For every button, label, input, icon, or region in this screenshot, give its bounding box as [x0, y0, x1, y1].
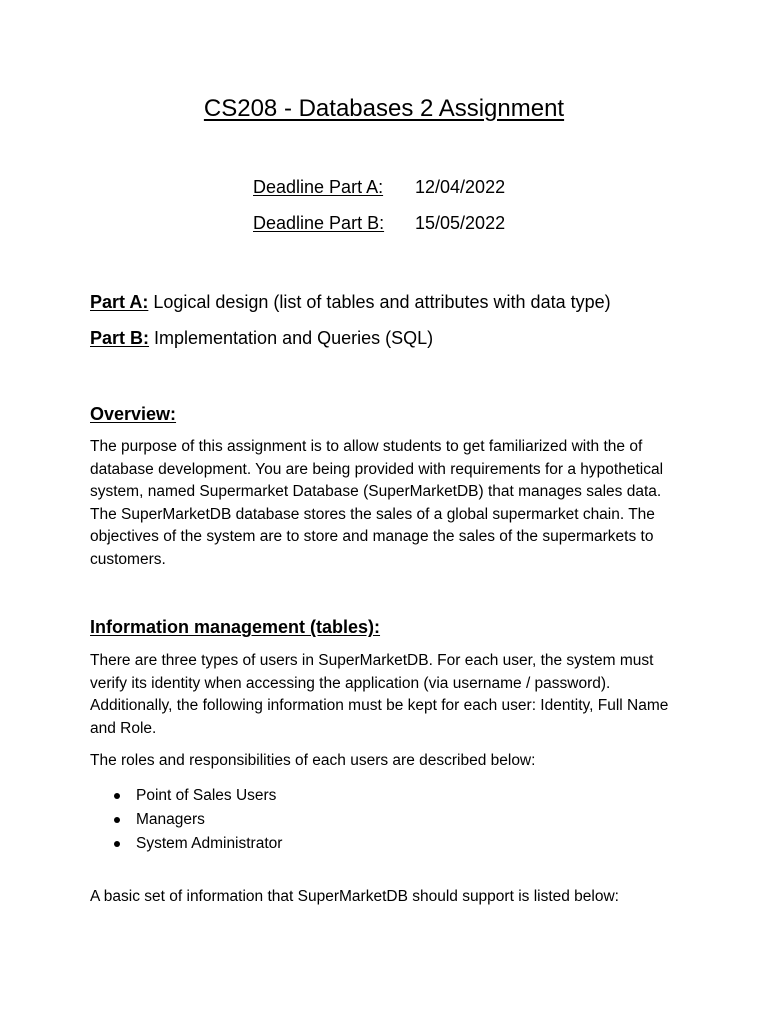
document-title: CS208 - Databases 2 Assignment: [203, 95, 565, 122]
list-item: [90, 832, 282, 856]
deadlines-block: [253, 175, 505, 247]
basic-info-paragraph: A basic set of information that SuperMarketDB should support is listed below:: [90, 888, 619, 905]
deadline-row-part-a: [253, 175, 505, 211]
deadline-date: 15/05/2022: [415, 213, 506, 233]
list-item: [90, 784, 282, 808]
part-row-b: [90, 326, 611, 362]
overview-paragraph: The purpose of this assignment is to allow students to get familiarized with the of database development. You are being provided with requirements for a hypothetical system, named Supermarket Database (SuperMarketDB) that manages sales data. The SuperMarketDB database stores the sales of a global supermarket chain. The objectives of the system are to store and manage the sales of the supermarkets to customers.: [90, 438, 664, 568]
part-label: Part A:: [90, 292, 149, 312]
part-row-a: [90, 290, 611, 326]
deadline-label: Deadline Part B:: [253, 213, 385, 233]
part-description: Implementation and Queries (SQL): [149, 328, 434, 348]
part-description: Logical design (list of tables and attributes with data type): [148, 292, 611, 312]
deadline-label: Deadline Part A:: [253, 177, 384, 197]
overview-heading: Overview:: [90, 404, 177, 424]
roles-intro-paragraph: The roles and responsibilities of each users are described below:: [90, 752, 536, 769]
info-management-heading: Information management (tables):: [90, 617, 381, 637]
role-name: Point of Sales Users: [136, 787, 277, 804]
deadline-date: 12/04/2022: [415, 177, 506, 197]
deadline-row-part-b: [253, 211, 505, 247]
part-label: Part B:: [90, 328, 150, 348]
users-paragraph: There are three types of users in SuperMarketDB. For each user, the system must verify its identity when accessing the application (via username / password). Additionally, the following information must be kept for each user: Identity, Full Name and Role.: [90, 652, 669, 737]
bullet-icon: [114, 841, 120, 847]
roles-list: [90, 784, 282, 856]
role-name: System Administrator: [136, 835, 283, 852]
parts-block: [90, 290, 611, 362]
bullet-icon: [114, 817, 120, 823]
list-item: [90, 808, 282, 832]
bullet-icon: [114, 793, 120, 799]
role-name: Managers: [136, 811, 205, 828]
